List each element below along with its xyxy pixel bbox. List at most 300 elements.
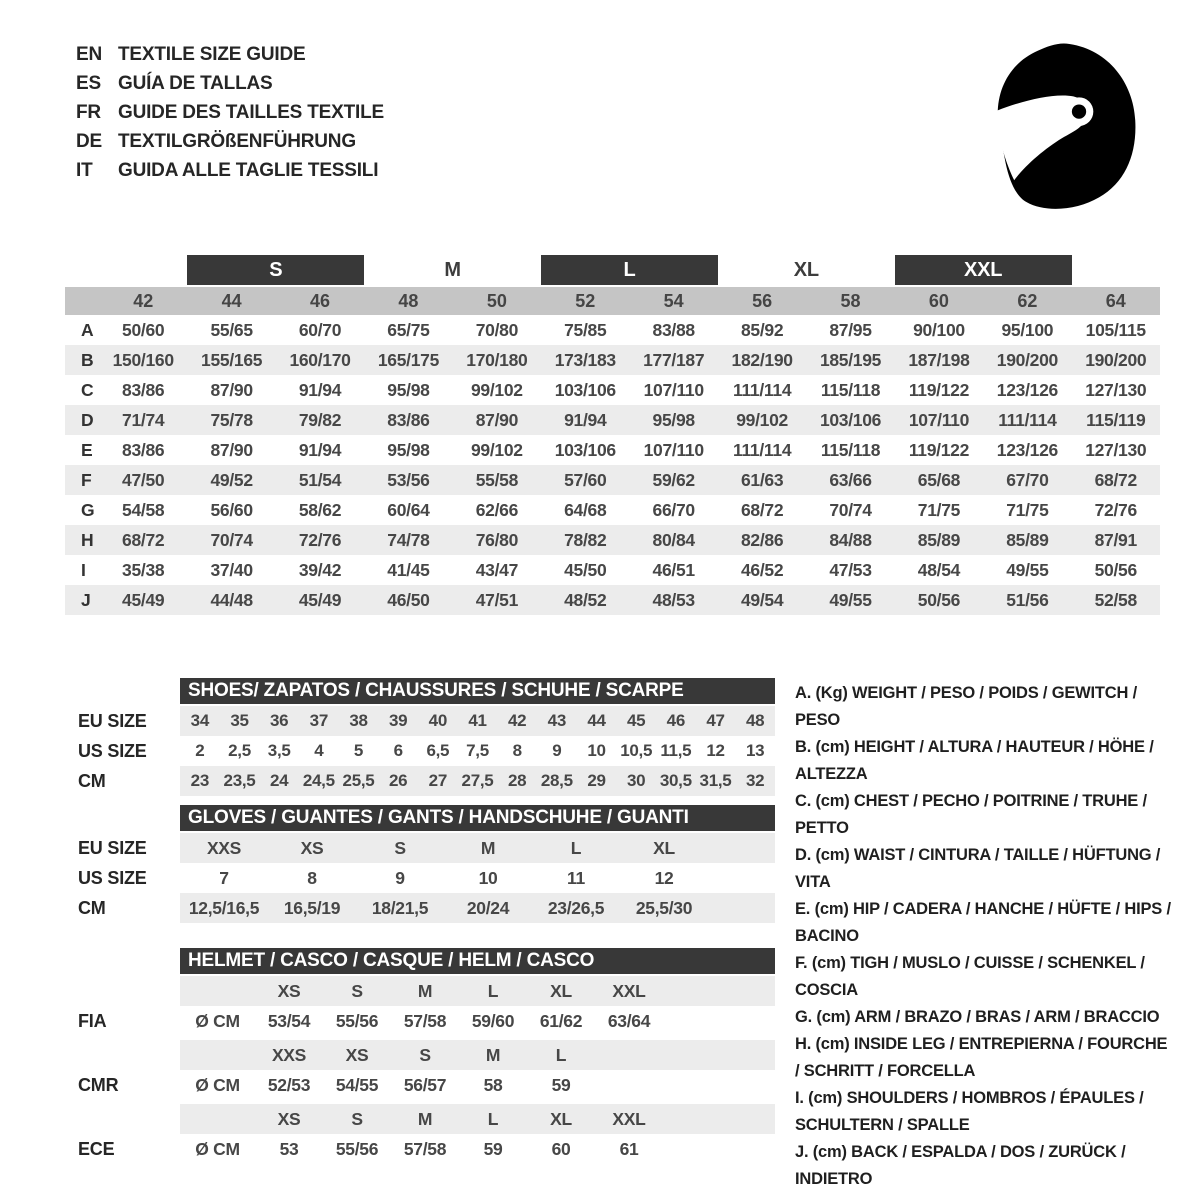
size-value: 87/90 [475, 409, 519, 430]
size-value: 44/48 [210, 589, 253, 610]
size-value: 57/60 [564, 469, 607, 490]
size-value: 75/78 [210, 409, 253, 430]
glove-us-size: 7 [219, 867, 229, 888]
shoe-eu-size: 36 [270, 711, 289, 730]
table-row [65, 465, 1160, 495]
legend-item: H. (cm) INSIDE LEG / ENTREPIERNA / FOURCHE / SCHRITT / FORCELLA [795, 1035, 1168, 1080]
size-value: 43/47 [475, 559, 519, 580]
language-title-row [76, 156, 384, 185]
size-value: 155/165 [201, 349, 263, 370]
shoe-eu-size: 35 [230, 711, 249, 730]
glove-eu-size: M [480, 837, 496, 858]
size-value: 52/58 [1094, 589, 1137, 610]
shoe-eu-size: 43 [547, 711, 566, 730]
shoe-cm-size: 26 [389, 771, 408, 790]
guide-title-text: TEXTILE SIZE GUIDE [118, 43, 306, 65]
size-value: 90/100 [913, 319, 965, 340]
size-value: 48/54 [917, 559, 961, 580]
numeric-size: 56 [752, 290, 773, 311]
size-value: 58/62 [298, 499, 342, 520]
size-value: 35/38 [122, 559, 165, 580]
shoe-cm-size: 27,5 [461, 771, 494, 790]
size-value: 119/122 [908, 379, 970, 400]
shoe-us-size: 2 [195, 741, 205, 760]
helmet-cm-value: 53/54 [267, 1010, 311, 1031]
guide-title-text: GUÍA DE TALLAS [118, 72, 273, 94]
helmet-size-label: S [351, 980, 363, 1001]
glove-cm-size: 23/26,5 [547, 897, 605, 918]
legend-item: E. (cm) HIP / CADERA / HANCHE / HÜFTE / HIPS / BACINO [795, 900, 1171, 945]
size-value: 123/126 [996, 379, 1058, 400]
size-value: 68/72 [740, 499, 784, 520]
glove-cm-size: 12,5/16,5 [188, 897, 260, 918]
glove-eu-size: S [394, 837, 406, 858]
shoe-us-size: 4 [314, 741, 324, 760]
size-value: 190/200 [996, 349, 1058, 370]
row-letter: E [81, 439, 93, 460]
shoe-eu-size: 38 [349, 711, 368, 730]
shoe-eu-size: 46 [666, 711, 685, 730]
size-value: 37/40 [210, 559, 253, 580]
size-value: 127/130 [1085, 439, 1147, 460]
gloves-us-row [180, 863, 775, 893]
helmet-cm-value: 63/64 [607, 1010, 651, 1031]
shoe-cm-size: 23 [190, 771, 209, 790]
row-letter: D [81, 409, 94, 430]
helmet-cm-value: 57/58 [403, 1010, 447, 1031]
shoe-us-size: 10 [587, 741, 606, 760]
helmet-size-label: M [417, 1108, 433, 1129]
size-value: 48/52 [564, 589, 607, 610]
shoe-eu-size: 41 [468, 711, 487, 730]
size-value: 56/60 [210, 499, 253, 520]
glove-cm-size: 18/21,5 [371, 897, 429, 918]
glove-cm-size: 25,5/30 [635, 897, 693, 918]
helmet-cm-value: 53 [279, 1138, 299, 1159]
legend-item: I. (cm) SHOULDERS / HOMBROS / ÉPAULES / SCHULTERN / SPALLE [795, 1089, 1144, 1134]
size-value: 91/94 [298, 379, 342, 400]
size-value: 75/85 [564, 319, 607, 340]
helmet-cm-value: 55/56 [335, 1010, 379, 1031]
size-value: 66/70 [652, 499, 695, 520]
helmet-cm-value: 56/57 [403, 1074, 447, 1095]
legend-item: F. (cm) TIGH / MUSLO / CUISSE / SCHENKEL / COSCIA [795, 954, 1145, 999]
size-value: 150/160 [112, 349, 174, 370]
glove-eu-size: XL [653, 837, 675, 858]
guide-title-text: TEXTILGRÖßENFÜHRUNG [118, 130, 356, 152]
size-value: 59/62 [652, 469, 695, 490]
size-value: 67/70 [1006, 469, 1049, 490]
size-value: 68/72 [122, 529, 165, 550]
numeric-size: 62 [1017, 290, 1038, 311]
helmet-cm-value: 61 [619, 1138, 639, 1159]
table-row [65, 525, 1160, 555]
size-value: 95/100 [1001, 319, 1054, 340]
numeric-size: 60 [928, 290, 949, 311]
size-value: 55/58 [475, 469, 519, 490]
row-letter: F [81, 469, 92, 490]
numeric-size: 50 [486, 290, 507, 311]
helmet-cm-value: 60 [551, 1138, 571, 1159]
shoes-cm-row [180, 766, 775, 796]
size-value: 70/80 [475, 319, 519, 340]
shoe-eu-size: 37 [309, 711, 328, 730]
size-value: 60/70 [298, 319, 342, 340]
gloves-eu-row [180, 833, 775, 863]
row-letter: B [81, 349, 94, 370]
size-value: 165/175 [377, 349, 440, 370]
helmet-size-label: S [351, 1108, 363, 1129]
glove-us-size: 11 [567, 867, 585, 888]
size-value: 48/53 [652, 589, 695, 610]
language-code: IT [76, 159, 93, 181]
glove-eu-size: XXS [206, 837, 242, 858]
table-row [65, 375, 1160, 405]
size-value: 79/82 [298, 409, 342, 430]
size-value: 83/86 [387, 409, 430, 430]
glove-us-size: 8 [307, 867, 317, 888]
shoe-cm-size: 28 [508, 771, 527, 790]
shoe-cm-size: 25,5 [342, 771, 375, 790]
size-value: 50/56 [917, 589, 961, 610]
size-value: 46/51 [652, 559, 695, 580]
size-group-xl: XL [793, 258, 819, 281]
helmet-cm-value: 55/56 [335, 1138, 379, 1159]
racing-helmet-icon [978, 36, 1140, 212]
size-value: 173/183 [554, 349, 616, 370]
size-value: 49/55 [829, 589, 872, 610]
ece-standard-label: ECE [78, 1138, 115, 1159]
size-value: 83/86 [122, 439, 165, 460]
shoe-eu-size: 48 [746, 711, 765, 730]
spacer [65, 976, 180, 1006]
size-value: 87/91 [1094, 529, 1137, 550]
size-value: 49/55 [1006, 559, 1049, 580]
row-letter: H [81, 529, 94, 550]
table-row [65, 495, 1160, 525]
shoes-us-row [180, 736, 775, 766]
size-value: 87/95 [829, 319, 872, 340]
shoe-eu-size: 47 [706, 711, 725, 730]
shoe-cm-size: 29 [587, 771, 606, 790]
size-value: 70/74 [210, 529, 253, 550]
size-value: 51/56 [1006, 589, 1049, 610]
numeric-size-header-row [65, 287, 1160, 315]
size-value: 60/64 [387, 499, 430, 520]
size-value: 64/68 [564, 499, 607, 520]
language-title-list [76, 40, 384, 185]
helmet-size-label: XXL [612, 1108, 646, 1129]
helmet-ece-sizes-row [180, 1104, 775, 1134]
size-value: 95/98 [387, 439, 430, 460]
size-value: 115/118 [820, 379, 881, 400]
guide-title-text: GUIDE DES TAILLES TEXTILE [118, 101, 384, 123]
legend-item: G. (cm) ARM / BRAZO / BRAS / ARM / BRACCIO [795, 1008, 1160, 1026]
size-value: 190/200 [1085, 349, 1147, 370]
glove-us-size: 10 [478, 867, 498, 888]
size-group-header-row [65, 255, 1160, 285]
glove-cm-size: 16,5/19 [283, 897, 341, 918]
size-value: 49/54 [740, 589, 784, 610]
shoe-us-size: 6 [393, 741, 403, 760]
size-value: 46/50 [387, 589, 430, 610]
helmet-size-label: S [419, 1044, 431, 1065]
size-value: 54/58 [122, 499, 165, 520]
legend-item: C. (cm) CHEST / PECHO / POITRINE / TRUHE / PETTO [795, 792, 1147, 837]
size-value: 49/52 [210, 469, 253, 490]
size-value: 45/50 [564, 559, 607, 580]
fia-standard-label: FIA [78, 1010, 107, 1031]
size-value: 71/74 [122, 409, 165, 430]
shoe-cm-size: 24,5 [302, 771, 335, 790]
shoe-cm-size: 23,5 [223, 771, 256, 790]
size-value: 62/66 [475, 499, 519, 520]
size-value: 170/180 [466, 349, 528, 370]
shoe-eu-size: 39 [389, 711, 408, 730]
helmet-size-label: XS [277, 1108, 301, 1129]
size-value: 76/80 [475, 529, 519, 550]
guide-title-text: GUIDA ALLE TAGLIE TESSILI [118, 159, 379, 181]
size-value: 74/78 [387, 529, 430, 550]
size-value: 107/110 [908, 409, 970, 430]
shoe-cm-size: 30 [627, 771, 646, 790]
size-group-m: M [444, 258, 461, 281]
size-value: 91/94 [564, 409, 607, 430]
table-row [65, 345, 1160, 375]
size-value: 95/98 [387, 379, 430, 400]
helmet-size-label: XL [550, 980, 572, 1001]
shoe-us-size: 7,5 [466, 741, 489, 760]
size-value: 95/98 [652, 409, 695, 430]
size-value: 47/50 [122, 469, 165, 490]
shoe-eu-size: 45 [627, 711, 646, 730]
size-value: 68/72 [1094, 469, 1137, 490]
size-value: 83/86 [122, 379, 165, 400]
shoe-us-size: 6,5 [426, 741, 450, 760]
helmet-cm-value: 61/62 [539, 1010, 583, 1031]
helmet-size-table [65, 948, 775, 1164]
size-value: 51/54 [298, 469, 342, 490]
row-letter: J [81, 589, 91, 610]
shoe-us-size: 12 [706, 741, 725, 760]
us-size-label: US SIZE [78, 740, 147, 761]
helmet-size-label: XXL [612, 980, 646, 1001]
size-value: 65/68 [917, 469, 961, 490]
legend-item: A. (Kg) WEIGHT / PESO / POIDS / GEWITCH / PESO [795, 684, 1137, 729]
language-code: EN [76, 43, 102, 65]
language-title-row [76, 127, 384, 156]
size-value: 71/75 [917, 499, 961, 520]
size-value: 72/76 [298, 529, 342, 550]
shoe-us-size: 8 [512, 741, 522, 760]
measurement-legend [795, 680, 1173, 1193]
shoe-cm-size: 30,5 [659, 771, 692, 790]
shoe-us-size: 5 [353, 741, 364, 760]
shoe-us-size: 13 [746, 741, 765, 760]
size-value: 45/49 [298, 589, 342, 610]
language-code: ES [76, 72, 101, 94]
helmet-size-label: M [485, 1044, 501, 1065]
size-value: 80/84 [652, 529, 695, 550]
shoe-cm-size: 31,5 [699, 771, 732, 790]
helmet-size-label: XS [345, 1044, 369, 1065]
table-row [65, 585, 1160, 615]
shoe-cm-size: 24 [270, 771, 289, 790]
helmet-size-label: L [555, 1044, 567, 1065]
row-letter: A [81, 319, 94, 340]
shoe-eu-size: 44 [587, 711, 606, 730]
helmet-size-label: L [487, 1108, 499, 1129]
size-value: 55/65 [210, 319, 253, 340]
eu-size-label: EU SIZE [78, 837, 147, 858]
helmet-cm-value: 58 [483, 1074, 503, 1095]
table-row [65, 435, 1160, 465]
size-value: 111/114 [998, 409, 1057, 430]
size-value: 107/110 [643, 379, 704, 400]
textile-size-table [65, 255, 1160, 615]
size-value: 39/42 [298, 559, 342, 580]
table-row [65, 555, 1160, 585]
shoes-section-header: SHOES/ ZAPATOS / CHAUSSURES / SCHUHE / SCARPE [180, 678, 775, 704]
size-value: 71/75 [1006, 499, 1049, 520]
eu-size-label: EU SIZE [78, 710, 147, 731]
spacer [65, 1100, 180, 1134]
helmet-cm-value: 57/58 [403, 1138, 447, 1159]
numeric-size: 54 [663, 290, 684, 311]
size-value: 103/106 [819, 409, 882, 430]
glove-us-size: 12 [654, 867, 674, 888]
size-value: 50/60 [122, 319, 165, 340]
size-value: 160/170 [289, 349, 351, 370]
size-value: 41/45 [387, 559, 430, 580]
helmet-cm-value: 59 [551, 1074, 571, 1095]
glove-eu-size: XS [300, 837, 324, 858]
size-value: 99/102 [471, 379, 523, 400]
numeric-size: 64 [1105, 290, 1126, 311]
helmet-fia-sizes-row [180, 976, 775, 1006]
size-value: 63/66 [829, 469, 872, 490]
size-value: 123/126 [996, 439, 1058, 460]
size-group-s: S [187, 255, 364, 285]
row-letter: I [81, 559, 86, 580]
diameter-cm-unit: Ø CM [195, 1138, 240, 1159]
cmr-standard-label: CMR [78, 1074, 119, 1095]
helmet-ece-values-row [180, 1134, 775, 1164]
numeric-size: 44 [221, 290, 242, 311]
size-value: 85/89 [917, 529, 961, 550]
size-value: 182/190 [731, 349, 793, 370]
helmet-section-header: HELMET / CASCO / CASQUE / HELM / CASCO [180, 948, 775, 974]
gloves-section-header: GLOVES / GUANTES / GANTS / HANDSCHUHE / GUANTI [180, 805, 775, 831]
size-value: 99/102 [471, 439, 523, 460]
size-value: 85/92 [740, 319, 784, 340]
numeric-size: 46 [310, 290, 331, 311]
numeric-size: 42 [133, 290, 154, 311]
size-value: 85/89 [1006, 529, 1049, 550]
numeric-size: 58 [840, 290, 861, 311]
size-value: 119/122 [908, 439, 970, 460]
legend-item: D. (cm) WAIST / CINTURA / TAILLE / HÜFTUNG / VITA [795, 846, 1161, 891]
helmet-size-label: L [487, 980, 499, 1001]
helmet-size-label: XXS [271, 1044, 307, 1065]
size-value: 78/82 [564, 529, 607, 550]
shoes-eu-row [180, 706, 775, 736]
shoe-cm-size: 27 [428, 771, 447, 790]
helmet-cmr-values-row [180, 1070, 775, 1100]
glove-eu-size: L [570, 837, 582, 858]
diameter-cm-unit: Ø CM [195, 1010, 240, 1031]
helmet-cm-value: 52/53 [267, 1074, 311, 1095]
diameter-cm-unit: Ø CM [195, 1074, 240, 1095]
size-value: 53/56 [387, 469, 430, 490]
size-value: 103/106 [554, 439, 616, 460]
glove-cm-size: 20/24 [466, 897, 510, 918]
size-value: 87/90 [210, 439, 253, 460]
size-value: 72/76 [1094, 499, 1137, 520]
language-title-row [76, 40, 384, 69]
helmet-cm-value: 59 [483, 1138, 503, 1159]
language-code: DE [76, 130, 102, 152]
helmet-cm-value: 59/60 [471, 1010, 515, 1031]
shoe-eu-size: 40 [428, 711, 447, 730]
size-value: 45/49 [122, 589, 165, 610]
shoe-us-size: 3,5 [267, 741, 291, 760]
gloves-size-table [65, 805, 775, 923]
size-value: 87/90 [210, 379, 253, 400]
shoes-size-table [65, 678, 775, 796]
helmet-size-label: XS [277, 980, 301, 1001]
size-value: 65/75 [387, 319, 430, 340]
shoe-us-size: 2,5 [228, 741, 251, 760]
size-value: 105/115 [1085, 319, 1146, 340]
size-value: 84/88 [829, 529, 872, 550]
size-value: 127/130 [1085, 379, 1147, 400]
language-code: FR [76, 101, 101, 123]
legend-item: J. (cm) BACK / ESPALDA / DOS / ZURÜCK / INDIETRO [795, 1143, 1126, 1188]
size-value: 47/53 [829, 559, 872, 580]
size-value: 91/94 [298, 439, 342, 460]
size-value: 99/102 [736, 409, 788, 430]
row-letter: G [81, 499, 95, 520]
helmet-size-label: XL [550, 1108, 572, 1129]
shoe-cm-size: 32 [746, 771, 765, 790]
size-value: 47/51 [475, 589, 519, 610]
legend-item: B. (cm) HEIGHT / ALTURA / HAUTEUR / HÖHE / ALTEZZA [795, 738, 1154, 783]
size-value: 50/56 [1094, 559, 1137, 580]
size-value: 70/74 [829, 499, 872, 520]
size-value: 61/63 [740, 469, 784, 490]
shoe-us-size: 11,5 [660, 741, 692, 760]
spacer [65, 1036, 180, 1070]
helmet-cm-value: 54/55 [335, 1074, 379, 1095]
shoe-eu-size: 34 [190, 711, 209, 730]
glove-us-size: 9 [395, 867, 405, 888]
size-value: 103/106 [554, 379, 616, 400]
numeric-size: 52 [575, 290, 596, 311]
us-size-label: US SIZE [78, 867, 147, 888]
size-value: 83/88 [652, 319, 695, 340]
shoe-cm-size: 28,5 [540, 771, 573, 790]
size-value: 82/86 [740, 529, 784, 550]
size-value: 111/114 [732, 379, 792, 400]
helmet-fia-values-row [180, 1006, 775, 1036]
cm-label: CM [78, 897, 106, 918]
row-letter: C [81, 379, 94, 400]
shoe-us-size: 10,5 [620, 741, 653, 760]
size-value: 107/110 [643, 439, 704, 460]
numeric-size: 48 [398, 290, 419, 311]
shoe-us-size: 9 [552, 741, 562, 760]
